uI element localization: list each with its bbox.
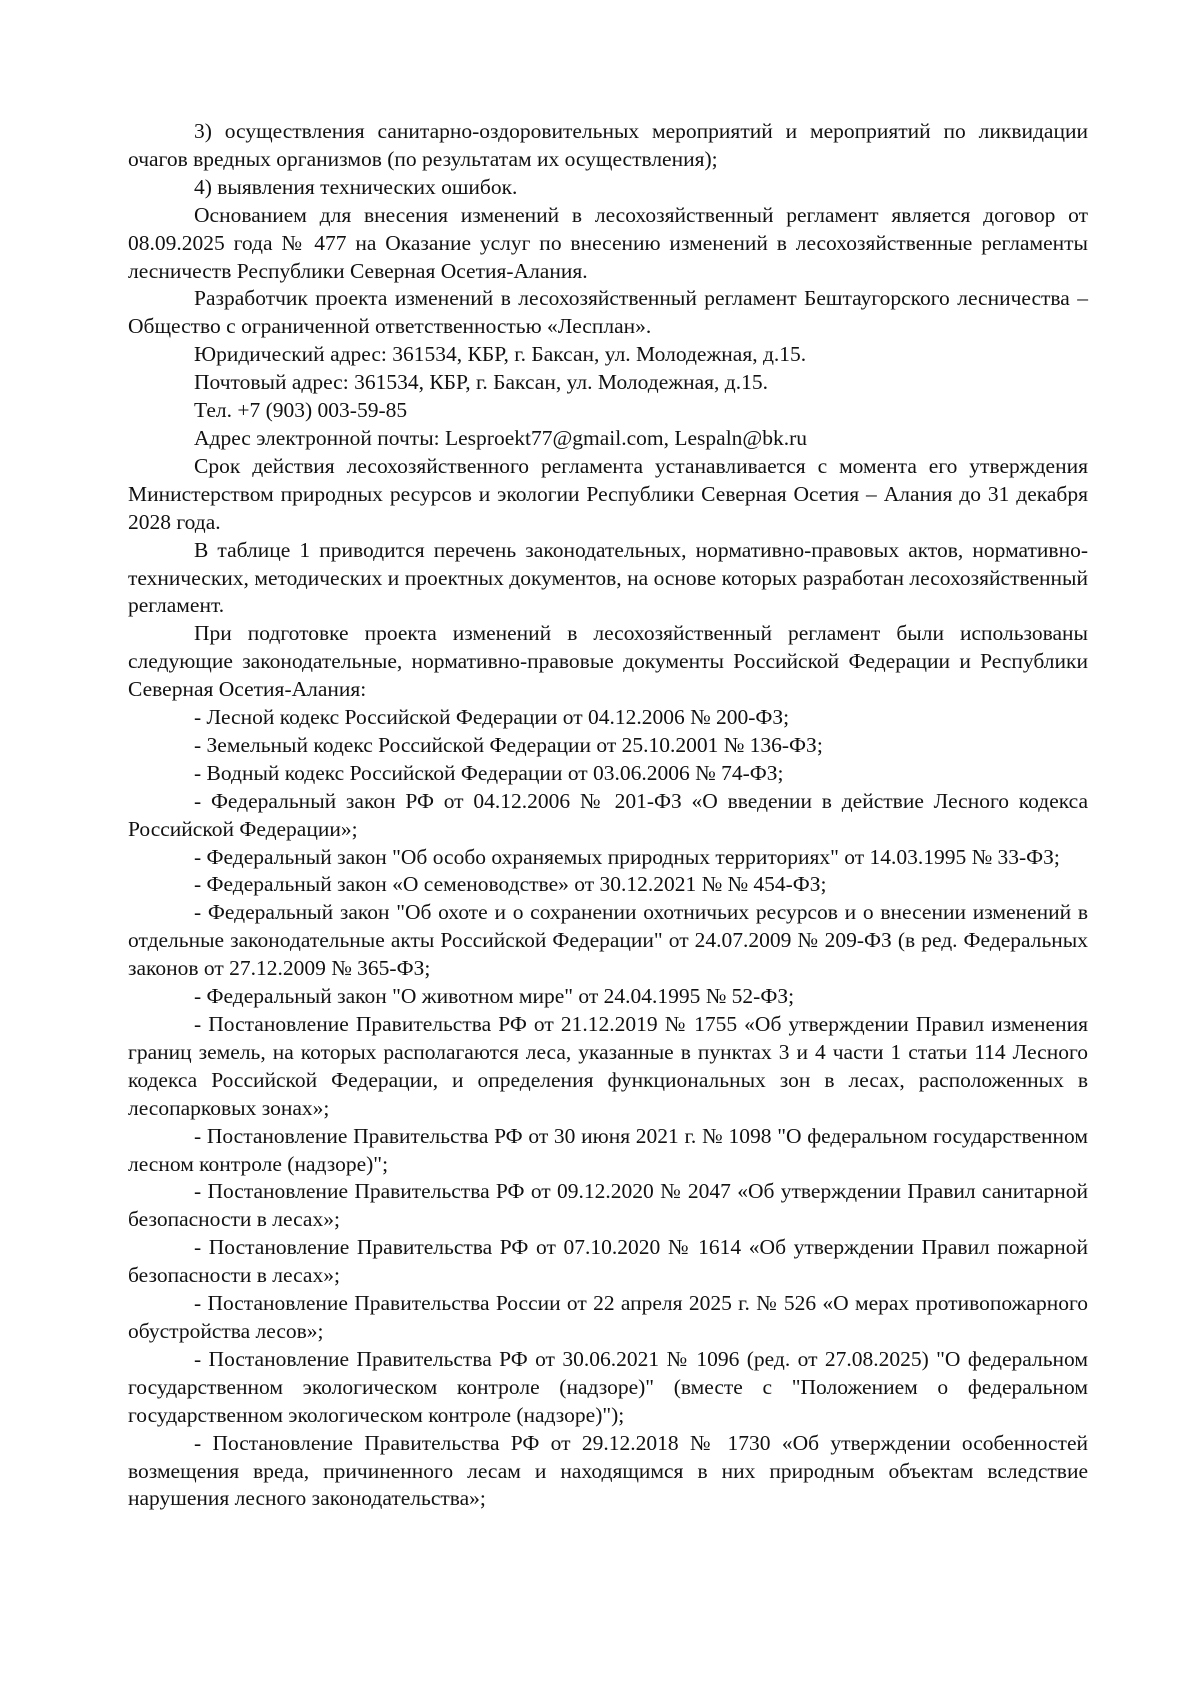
list-item-decree-1098: - Постановление Правительства РФ от 30 июня 2021 г. № 1098 "О федеральном государственном лесном контроле (надзоре)"; xyxy=(128,1123,1088,1176)
list-item-decree-1096: - Постановление Правительства РФ от 30.06.2021 № 1096 (ред. от 27.08.2025) "О федеральном государственном экологическом контроле (надзоре)" (вместе с "Положением о федеральном государственном экологическом контроле (надзоре)"); xyxy=(128,1346,1088,1427)
email-address: Адрес электронной почты: Lesproekt77@gmail.com, Lespaln@bk.ru xyxy=(194,425,808,450)
list-item-decree-1755: - Постановление Правительства РФ от 21.12.2019 № 1755 «Об утверждении Правил изменения границ земель, на которых располагаются леса, указанные в пунктах 3 и 4 части 1 статьи 114 Лесного кодекса Российской Федерации, и определения функциональных зон в лесах, расположенных в лесопарковых зонах»; xyxy=(128,1012,1088,1120)
paragraph-basis: Основанием для внесения изменений в лесохозяйственный регламент является договор от 08.09.2025 года № 477 на Оказание услуг по внесению изменений в лесохозяйственные регламенты лесничеств Республики Северная Осетия-Алания. xyxy=(128,202,1088,283)
legal-address: Юридический адрес: 361534, КБР, г. Баксан, ул. Молодежная, д.15. xyxy=(194,342,807,367)
paragraph-developer: Разработчик проекта изменений в лесохозяйственный регламент Бештаугорского лесничества – Общество с ограниченной ответственностью «Лесплан». xyxy=(128,286,1088,339)
list-item-decree-526: - Постановление Правительства России от 22 апреля 2025 г. № 526 «О мерах противопожарного обустройства лесов»; xyxy=(128,1291,1088,1343)
paragraph-table-reference: В таблице 1 приводится перечень законодательных, нормативно-правовых актов, нормативно-технических, методических и проектных документов, на основе которых разработан лесохозяйственный регламент. xyxy=(128,537,1088,618)
list-item-law-454: - Федеральный закон «О семеноводстве» от 30.12.2021 № № 454-ФЗ; xyxy=(194,872,827,897)
paragraph-documents-intro: При подготовке проекта изменений в лесохозяйственный регламент были использованы следующие законодательные, нормативно-правовые документы Российской Федерации и Республики Северная Осетия-Алания: xyxy=(128,621,1088,702)
postal-address: Почтовый адрес: 361534, КБР, г. Баксан, ул. Молодежная, д.15. xyxy=(194,370,768,395)
paragraph-item-4: 4) выявления технических ошибок. xyxy=(194,174,518,199)
paragraph-item-3: 3) осуществления санитарно-оздоровительных мероприятий и мероприятий по ликвидации очагов вредных организмов (по результатам их осуществления); xyxy=(128,119,1088,171)
list-item-law-52: - Федеральный закон "О животном мире" от 24.04.1995 № 52-ФЗ; xyxy=(194,984,795,1009)
list-item-law-201: - Федеральный закон РФ от 04.12.2006 № 201-ФЗ «О введении в действие Лесного кодекса Российской Федерации»; xyxy=(128,788,1088,841)
list-item-law-33: - Федеральный закон "Об особо охраняемых природных территориях" от 14.03.1995 № 33-ФЗ; xyxy=(194,844,1060,869)
list-item-decree-2047: - Постановление Правительства РФ от 09.12.2020 № 2047 «Об утверждении Правил санитарной безопасности в лесах»; xyxy=(128,1179,1088,1232)
list-item-decree-1614: - Постановление Правительства РФ от 07.10.2020 № 1614 «Об утверждении Правил пожарной безопасности в лесах»; xyxy=(128,1235,1088,1288)
list-item-land-code: - Земельный кодекс Российской Федерации от 25.10.2001 № 136-ФЗ; xyxy=(194,732,823,757)
paragraph-validity-period: Срок действия лесохозяйственного регламента устанавливается с момента его утверждения Министерством природных ресурсов и экологии Республики Северная Осетия – Алания до 31 декабря 2028 года. xyxy=(128,453,1088,534)
list-item-forest-code: - Лесной кодекс Российской Федерации от 04.12.2006 № 200-ФЗ; xyxy=(194,705,790,730)
list-item-decree-1730: - Постановление Правительства РФ от 29.12.2018 № 1730 «Об утверждении особенностей возмещения вреда, причиненного лесам и находящимся в них природным объектам вследствие нарушения лесного законодательства»; xyxy=(128,1430,1088,1511)
list-item-law-209: - Федеральный закон "Об охоте и о сохранении охотничьих ресурсов и о внесении изменений в отдельные законодательные акты Российской Федерации" от 24.07.2009 № 209-ФЗ (в ред. Федеральных законов от 27.12.2009 № 365-ФЗ; xyxy=(128,900,1088,981)
document-page xyxy=(128,118,1088,1513)
list-item-water-code: - Водный кодекс Российской Федерации от 03.06.2006 № 74-ФЗ; xyxy=(194,760,784,785)
phone: Тел. +7 (903) 003-59-85 xyxy=(194,398,408,423)
